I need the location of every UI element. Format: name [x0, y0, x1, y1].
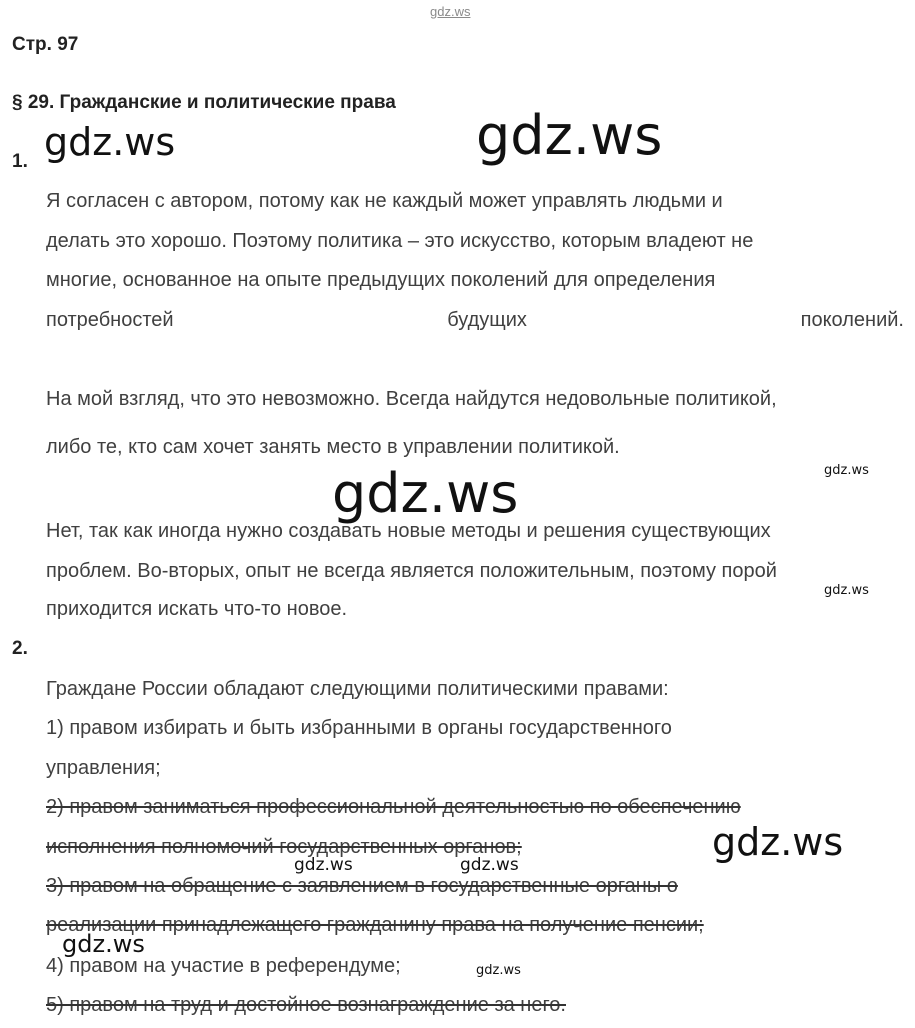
q1-p1-word-3: поколений. [800, 309, 904, 331]
q2-item-1-line-1: 1) правом избирать и быть избранными в органы государственного [46, 717, 672, 739]
watermark-large-1: gdz.ws [476, 104, 663, 167]
q1-p1-line-1: Я согласен с автором, потому как не каждый может управлять людьми и [46, 190, 723, 212]
question-2-number: 2. [12, 638, 28, 659]
watermark-large-2: gdz.ws [332, 462, 519, 525]
q2-item-2-line-1: 2) правом заниматься профессиональной деятельностью по обеспечению [46, 796, 741, 818]
watermark-medium-3: gdz.ws [62, 930, 145, 958]
q1-p1-line-2: делать это хорошо. Поэтому политика – это искусство, которым владеют не [46, 230, 754, 252]
watermark-small-1: gdz.ws [824, 463, 869, 478]
section-title: § 29. Гражданские и политические права [12, 92, 396, 113]
watermark-small-2: gdz.ws [824, 583, 869, 598]
q1-p1-line-3: многие, основанное на опыте предыдущих поколений для определения [46, 269, 716, 291]
watermark-small-3: gdz.ws [294, 855, 353, 875]
q1-p1-word-1: потребностей [46, 309, 174, 331]
q1-p3-line-2: проблем. Во-вторых, опыт не всегда является положительным, поэтому порой [46, 560, 777, 582]
q1-p1-word-2: будущих [447, 309, 527, 331]
watermark-small-4: gdz.ws [460, 855, 519, 875]
page-label: Стр. 97 [12, 34, 79, 55]
watermark-medium-1: gdz.ws [44, 120, 176, 164]
q2-item-4: 4) правом на участие в референдуме; [46, 955, 401, 977]
watermark-medium-2: gdz.ws [712, 820, 844, 864]
q2-item-5: 5) правом на труд и достойное вознаграждение за него. [46, 994, 566, 1016]
q2-item-2-line-2: исполнения полномочий государственных органов; [46, 836, 522, 858]
q2-item-1-line-2: управления; [46, 757, 161, 779]
q1-p2-line-1: На мой взгляд, что это невозможно. Всегда найдутся недовольные политикой, [46, 388, 777, 410]
q1-p1-line-4 [46, 309, 904, 332]
watermark-small-5: gdz.ws [476, 963, 521, 978]
q2-intro: Граждане России обладают следующими политическими правами: [46, 678, 669, 700]
q1-p3-line-1: Нет, так как иногда нужно создавать новые методы и решения существующих [46, 520, 771, 542]
q1-p3-line-3: приходится искать что-то новое. [46, 598, 348, 620]
q2-item-3-line-2: реализации принадлежащего гражданину права на получение пенсии; [46, 914, 704, 936]
question-1-number: 1. [12, 151, 28, 172]
q1-p2-line-2: либо те, кто сам хочет занять место в управлении политикой. [46, 436, 620, 458]
watermark-top: gdz.ws [430, 4, 471, 19]
q2-item-3-line-1: 3) правом на обращение с заявлением в государственные органы о [46, 875, 678, 897]
